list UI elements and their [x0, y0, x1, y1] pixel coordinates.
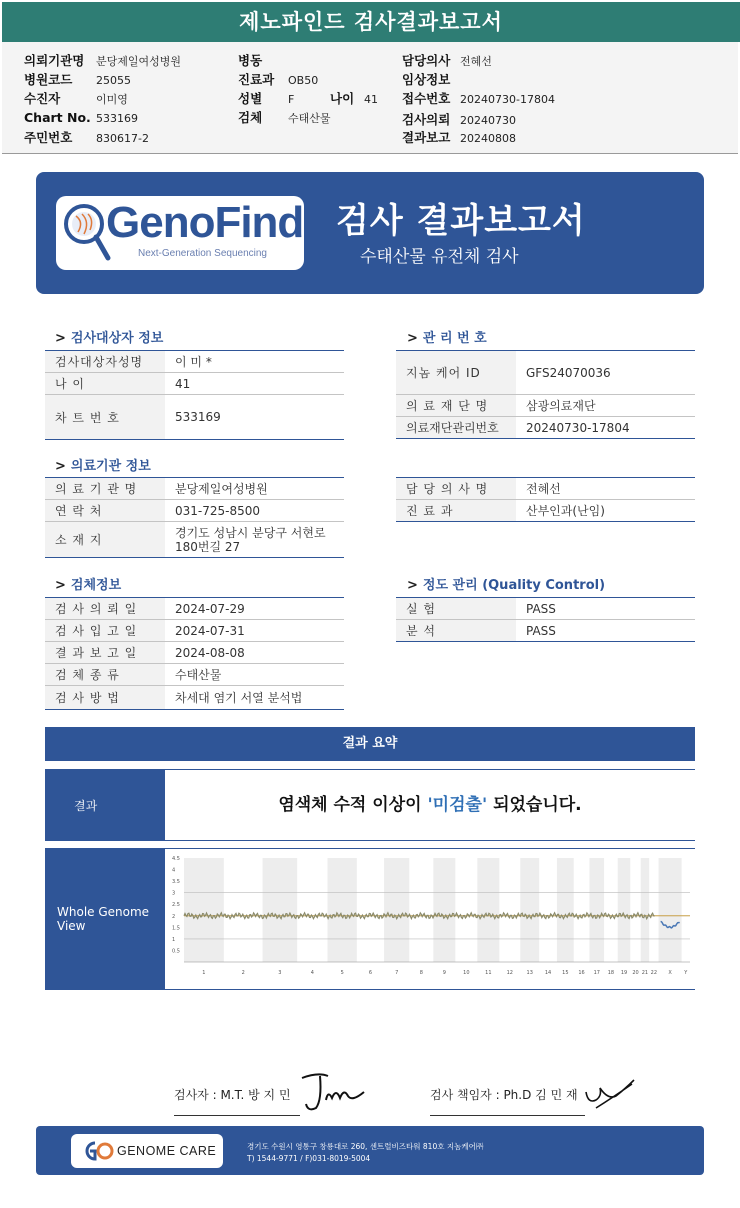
x-tick-label: 13	[526, 970, 533, 976]
x-tick-label: 19	[620, 970, 628, 976]
x-tick-label: 12	[506, 970, 513, 976]
specimen-title-text: 검체정보	[70, 578, 122, 593]
result-post-text: 되었습니다.	[487, 795, 582, 815]
x-tick-label: 8	[419, 970, 423, 976]
table-row	[45, 478, 344, 500]
table-row	[396, 395, 695, 417]
institution-label: 의뢰기관명	[24, 53, 85, 68]
x-tick-label: 21	[641, 970, 649, 976]
institution-field	[24, 51, 181, 69]
y-tick-label: 2.5	[172, 902, 180, 909]
patient-label: 수진자	[24, 91, 61, 106]
age-value: 41	[364, 93, 378, 106]
dept-label: 진료과	[238, 72, 275, 87]
chevron-right-icon: >	[55, 331, 66, 346]
row-key: 검사대상자성명	[45, 351, 165, 372]
result-label: 결과	[74, 799, 98, 813]
row-key: 연 락 처	[45, 500, 165, 521]
patient-field	[24, 89, 128, 107]
summary-header: 결과 요약	[45, 727, 695, 761]
row-key: 지놈 케어 ID	[396, 351, 516, 394]
chevron-right-icon: >	[407, 331, 418, 346]
table-row	[45, 620, 344, 642]
table-row	[396, 351, 695, 395]
x-tick-label: 4	[310, 970, 314, 976]
id-label: 주민번호	[24, 130, 73, 145]
banner-subtitle: 수태산물 유전체 검사	[360, 247, 519, 267]
row-key: 검 사 입 고 일	[45, 620, 165, 641]
chromosome-band	[641, 858, 649, 962]
table-row	[45, 642, 344, 664]
row-value: 41	[175, 376, 191, 391]
table-row	[45, 500, 344, 522]
row-key: 검 체 종 류	[45, 664, 165, 685]
sex-field	[238, 89, 378, 107]
specimen-table	[45, 597, 344, 710]
row-value: PASS	[526, 623, 556, 638]
doctor-value: 전혜선	[460, 55, 492, 68]
genome-care-logo-text: GENOME CARE	[117, 1144, 217, 1158]
chromosome-band	[520, 858, 539, 962]
row-key: 차 트 번 호	[45, 395, 165, 439]
table-row	[396, 620, 695, 642]
x-tick-label: X	[668, 970, 672, 976]
request-label: 검사의뢰	[402, 112, 451, 127]
ward-field	[238, 51, 288, 69]
chromosome-band	[557, 858, 574, 962]
result-label-cell	[45, 770, 165, 840]
chart-field	[24, 110, 138, 125]
receipt-field	[402, 89, 555, 107]
specimen-section-title	[55, 574, 121, 593]
footer-phone-line: T) 1544-9771 / F)031-8019-5004	[247, 1154, 371, 1163]
magnifier-dna-icon	[60, 200, 112, 264]
request-value: 20240730	[460, 114, 516, 127]
row-value: 이 미 *	[175, 354, 212, 369]
wg-label-cell	[45, 849, 165, 989]
copy-number-trace	[184, 913, 655, 919]
sex-value: F	[288, 93, 295, 106]
chromosome-band	[618, 858, 631, 962]
row-key: 진 료 과	[396, 500, 516, 521]
chart-label: Chart No.	[24, 110, 91, 125]
row-value: 삼광의료재단	[526, 398, 596, 413]
row-value: 031-725-8500	[175, 503, 261, 518]
chevron-right-icon: >	[407, 578, 418, 593]
y-tick-label: 1	[172, 936, 176, 943]
chromosome-band	[659, 858, 682, 962]
qc-section-title	[407, 574, 605, 593]
footer-address	[247, 1141, 483, 1165]
x-tick-label: 20	[632, 970, 639, 976]
chromosome-band	[184, 858, 224, 962]
chevron-right-icon: >	[55, 459, 66, 474]
management-table	[396, 350, 695, 439]
genofind-logo-subtitle: Next-Generation Sequencing	[138, 248, 267, 259]
subject-section-title	[55, 327, 163, 346]
row-key: 검 사 의 뢰 일	[45, 598, 165, 619]
result-pre-text: 염색체 수적 이상이	[278, 795, 428, 815]
x-tick-label: 17	[593, 970, 600, 976]
y-tick-label: 4	[172, 867, 176, 874]
dept-field	[238, 70, 318, 88]
patient-value: 이미영	[96, 93, 128, 106]
x-tick-label: 16	[578, 970, 585, 976]
table-row	[45, 598, 344, 620]
medical-title-text: 의료기관 정보	[70, 459, 151, 474]
hospital-code-label: 병원코드	[24, 72, 73, 87]
y-tick-label: 1.5	[172, 925, 180, 932]
subject-table	[45, 350, 344, 440]
row-value: 산부인과(난임)	[526, 503, 605, 518]
chromosome-band	[384, 858, 409, 962]
row-key: 실 험	[396, 598, 516, 619]
chromosome-band	[477, 858, 499, 962]
footer-address-line: 경기도 수원시 영통구 창룡대로 260, 센트럴비즈타워 810호 지놈케어㈜	[247, 1142, 484, 1151]
doctor-table	[396, 477, 695, 522]
director-signature-line	[430, 1115, 585, 1116]
row-key: 결 과 보 고 일	[45, 642, 165, 663]
table-row	[45, 522, 344, 558]
clinical-label: 임상정보	[402, 72, 451, 87]
row-key: 검 사 방 법	[45, 686, 165, 709]
chromosome-band	[433, 858, 455, 962]
receipt-value: 20240730-17804	[460, 93, 555, 106]
subject-title-text: 검사대상자 정보	[70, 331, 164, 346]
row-value: 20240730-17804	[526, 420, 630, 435]
institution-value: 분당제일여성병원	[96, 55, 182, 68]
table-row	[45, 664, 344, 686]
x-tick-label: 22	[650, 970, 658, 976]
specimen-value: 수태산물	[288, 112, 331, 125]
row-value: 분당제일여성병원	[175, 481, 268, 496]
table-row	[45, 351, 344, 373]
row-key: 소 재 지	[45, 522, 165, 557]
y-tick-label: 0.5	[172, 948, 180, 955]
x-tick-label: 10	[463, 970, 470, 976]
management-title-text: 관 리 번 호	[422, 331, 487, 346]
x-tick-label: 18	[607, 970, 615, 976]
row-value: 2024-07-31	[175, 623, 245, 638]
row-key: 나 이	[45, 373, 165, 394]
chevron-right-icon: >	[55, 578, 66, 593]
doctor-field	[402, 51, 492, 69]
report-date-field	[402, 128, 516, 146]
x-tick-label: 11	[485, 970, 492, 976]
tester-signature-text: 검사자 : M.T. 방 지 민	[174, 1088, 291, 1102]
x-tick-label: 15	[562, 970, 569, 976]
row-key: 의 료 재 단 명	[396, 395, 516, 416]
table-row	[45, 686, 344, 710]
qc-title-text: 정도 관리 (Quality Control)	[422, 578, 606, 593]
y-tick-label: 3.5	[172, 879, 180, 886]
result-highlight: '미검출'	[427, 795, 488, 815]
row-key: 의료재단관리번호	[396, 417, 516, 438]
hospital-code-value: 25055	[96, 74, 131, 87]
table-row	[396, 598, 695, 620]
medical-table	[45, 477, 344, 558]
report-title: 제노파인드 검사결과보고서	[2, 2, 740, 42]
id-field	[24, 128, 149, 146]
tester-signature-icon	[298, 1070, 372, 1114]
x-tick-label: 3	[278, 970, 282, 976]
row-value: 차세대 염기 서열 분석법	[175, 690, 303, 705]
hospital-code-field	[24, 70, 131, 88]
x-tick-label: Y	[684, 970, 688, 976]
chart-value: 533169	[96, 112, 138, 125]
row-value: 2024-07-29	[175, 601, 245, 616]
patient-info-box	[2, 42, 738, 154]
medical-section-title	[55, 455, 151, 474]
age-label: 나이	[330, 91, 355, 106]
x-tick-label: 2	[241, 970, 245, 976]
genofind-logo-text: GenoFind	[106, 198, 304, 247]
table-row	[45, 373, 344, 395]
id-value: 830617-2	[96, 132, 149, 145]
ward-label: 병동	[238, 53, 263, 68]
row-value: 2024-08-08	[175, 645, 245, 660]
row-value: 533169	[175, 410, 221, 424]
table-row	[396, 417, 695, 439]
row-value: GFS24070036	[526, 365, 611, 380]
specimen-field	[238, 108, 331, 126]
chromosome-band	[263, 858, 298, 962]
request-field	[402, 110, 516, 128]
chromosome-band	[328, 858, 357, 962]
table-row	[45, 395, 344, 440]
wg-label: Whole Genome View	[57, 905, 150, 933]
whole-genome-chart	[170, 852, 695, 978]
result-text	[165, 790, 695, 815]
row-value: 수태산물	[175, 667, 222, 682]
x-tick-label: 14	[544, 970, 552, 976]
tester-signature-line	[174, 1115, 300, 1116]
y-tick-label: 3	[172, 890, 176, 897]
director-signature-text: 검사 책임자 : Ph.D 김 민 재	[430, 1088, 578, 1102]
y-tick-label: 4.5	[172, 856, 180, 862]
table-row	[396, 478, 695, 500]
x-tick-label: 6	[368, 970, 373, 976]
doctor-label: 담당의사	[402, 53, 451, 68]
chromosome-band	[589, 858, 604, 962]
row-value: PASS	[526, 601, 556, 616]
x-tick-label: 7	[395, 970, 399, 976]
report-date-value: 20240808	[460, 132, 516, 145]
banner-title: 검사 결과보고서	[336, 201, 586, 241]
clinical-field	[402, 70, 460, 88]
sex-label: 성별	[238, 91, 263, 106]
management-section-title	[407, 327, 487, 346]
x-tick-label: 5	[340, 970, 344, 976]
x-tick-label: 9	[442, 970, 446, 976]
row-key: 분 석	[396, 620, 516, 641]
row-value: 경기도 성남시 분당구 서현로 180번길 27	[175, 525, 326, 554]
report-date-label: 결과보고	[402, 130, 451, 145]
dept-value: OB50	[288, 74, 319, 87]
row-value: 전혜선	[526, 481, 561, 496]
specimen-label: 검체	[238, 110, 263, 125]
y-tick-label: 2	[172, 913, 176, 920]
x-tick-label: 1	[202, 970, 206, 976]
qc-table	[396, 597, 695, 642]
row-key: 담 당 의 사 명	[396, 478, 516, 499]
row-key: 의 료 기 관 명	[45, 478, 165, 499]
receipt-label: 접수번호	[402, 91, 451, 106]
director-signature-icon	[582, 1070, 642, 1114]
genome-care-logo-icon	[79, 1138, 115, 1164]
table-row	[396, 500, 695, 522]
